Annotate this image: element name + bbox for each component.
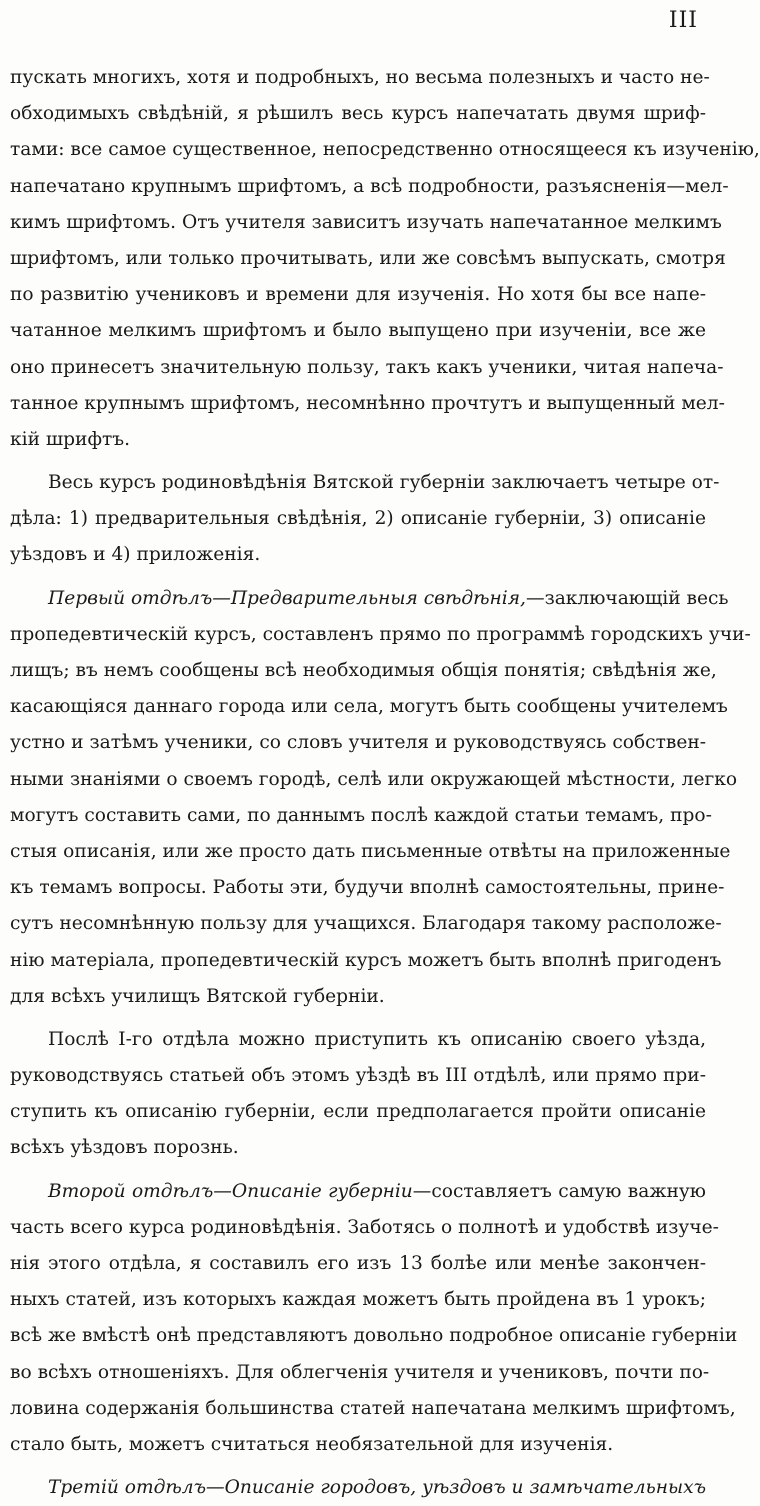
text-line: танное крупнымъ шрифтомъ, несомнѣнно прочтутъ и выпущенный мел- [10,392,725,414]
text-line: шрифтомъ, или только прочитывать, или же совсѣмъ выпускать, смотря [10,247,726,269]
text-line: по развитію учениковъ и времени для изученія. Но хотя бы все напе- [10,284,706,306]
section-lead-italic: Второй отдѣлъ—Описаніе губерніи [48,1180,413,1202]
text-line: часть всего курса родиновѣдѣнія. Заботясь о полнотѣ и удобствѣ изуче- [10,1216,719,1238]
text-line: уѣздовъ и 4) приложенія. [10,544,261,566]
text-line: дѣла: 1) предварительныя свѣдѣнія, 2) описаніе губерніи, 3) описаніе [10,508,706,530]
section-lead-text: —заключающій весь [525,587,729,609]
text-line: ловина содержанія большинства статей напечатана мелкимъ шрифтомъ, [10,1397,736,1419]
section-lead-text: —составляетъ самую важную [412,1180,706,1202]
paragraph [10,1470,706,1506]
text-line: всѣ же вмѣстѣ онѣ представляютъ довольно подробное описаніе губерніи [10,1325,738,1347]
text-line: во всѣхъ отношеніяхъ. Для облегченія учителя и учениковъ, почти по- [10,1361,710,1383]
paragraph [10,1022,706,1167]
text-line: къ темамъ вопросы. Работы эти, будучи вполнѣ самостоятельны, прине- [10,877,725,899]
text-line: оно принесетъ значительную пользу, такъ какъ ученики, читая напеча- [10,356,724,378]
text-line: кій шрифтъ. [10,428,131,450]
text-line: касающіяся даннаго города или села, могутъ быть сообщены учителемъ [10,696,728,718]
section-lead-italic: Первый отдѣлъ—Предварительныя свѣдѣнія, [48,587,526,609]
text-line: кимъ шрифтомъ. Отъ учителя зависитъ изучать напечатанное мелкимъ [10,211,722,233]
text-line: руководствуясь статьей объ этомъ уѣздѣ въ III отдѣлѣ, или прямо при- [10,1065,706,1087]
page-text [10,60,760,1506]
text-line: напечатано крупнымъ шрифтомъ, а всѣ подробности, разъясненія—мел- [10,175,729,197]
text-line: Послѣ I-го отдѣла можно приступить къ описанію своего уѣзда, [48,1028,706,1050]
text-line: ступить къ описанію губерніи, если предполагается пройти описаніе [10,1101,706,1123]
text-line [10,1174,706,1210]
text-line: могутъ составить сами, по даннымъ послѣ каждой статьи темамъ, про- [10,804,712,826]
text-line: стыя описанія, или же просто дать письменные отвѣты на приложенные [10,840,731,862]
text-line: тами: все самое существенное, непосредственно относящееся къ изученію, [10,139,760,161]
paragraph [10,1174,738,1464]
text-line: нію матеріала, пропедевтическій курсъ можетъ быть вполнѣ пригоденъ [10,949,722,971]
text-line [10,581,729,617]
text-line: устно и затѣмъ ученики, со словъ учителя и руководствуясь собствен- [10,732,706,754]
section-lead-italic: Третій отдѣлъ—Описаніе городовъ, уѣздовъ и замѣчательныхъ [48,1477,707,1499]
paragraph [10,465,720,574]
text-line: всѣхъ уѣздовъ порознь. [10,1137,239,1159]
text-line: стало быть, можетъ считаться необязательной для изученія. [10,1433,614,1455]
text-line: лищъ; въ немъ сообщены всѣ необходимыя общія понятія; свѣдѣнія же, [10,660,717,681]
paragraph [10,581,751,1015]
text-line: ными знаніями о своемъ городѣ, селѣ или окружающей мѣстности, легко [10,768,738,790]
text-line: ныхъ статей, изъ которыхъ каждая можетъ быть пройдена въ 1 урокъ; [10,1289,706,1311]
text-line: Весь курсъ родиновѣдѣнія Вятской губерніи заключаетъ четыре от- [48,472,720,494]
page-number: III [668,8,698,33]
text-line: нія этого отдѣла, я составилъ его изъ 13 болѣе или менѣе закончен- [10,1253,706,1274]
text-line: пропедевтическій курсъ, составленъ прямо по программѣ городскихъ учи- [10,623,751,645]
text-line: пускать многихъ, хотя и подробныхъ, но весьма полезныхъ и часто не- [10,67,710,88]
paragraph [10,60,760,458]
text-line: обходимыхъ свѣдѣній, я рѣшилъ весь курсъ напечатать двумя шриф- [10,103,706,125]
text-line: сутъ несомнѣнную пользу для учащихся. Благодаря такому расположе- [10,913,722,935]
text-line: для всѣхъ училищъ Вятской губерніи. [10,985,385,1007]
text-line [10,1470,706,1506]
text-line: чатанное мелкимъ шрифтомъ и было выпущено при изученіи, все же [10,320,706,342]
